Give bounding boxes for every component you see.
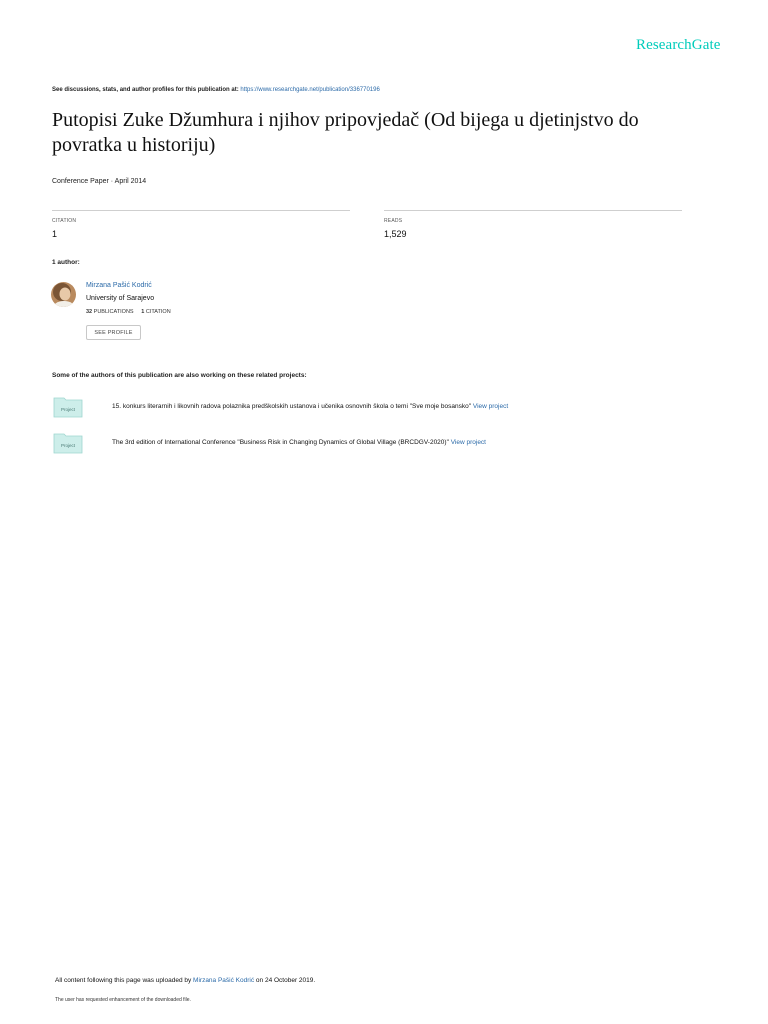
upload-info: [55, 977, 315, 984]
see-discussions-text: See discussions, stats, and author profiles for this publication at:: [52, 87, 239, 93]
view-project-link[interactable]: View project: [450, 439, 486, 446]
reads-label: READS: [384, 218, 403, 224]
upload-prefix: All content following this page was uploaded by: [55, 977, 192, 984]
author-stats: [86, 309, 171, 315]
see-profile-button[interactable]: SEE PROFILE: [86, 325, 141, 340]
author-publications-label: PUBLICATIONS: [93, 309, 134, 315]
project-title: 15. konkurs literarnih i likovnih radova polaznika predškolskih ustanova i učenika osnovnih škola o temi "Sve moje bosansko": [112, 403, 472, 410]
project-title: The 3rd edition of International Conference "Business Risk in Changing Dynamics of Global Village (BRCDGV-2020)": [112, 439, 449, 446]
author-publications-count: 32: [86, 309, 93, 315]
project-icon-label: Project: [60, 443, 76, 448]
upload-suffix: on 24 October 2019.: [255, 977, 316, 984]
publication-title: Putopisi Zuke Džumhura i njihov pripovjedač (Od bijega u djetinjstvo do povratka u historiju): [52, 109, 639, 156]
project-folder-icon[interactable]: [53, 432, 83, 454]
project-item: [112, 439, 486, 446]
author-name-link[interactable]: Mirzana Pašić Kodrić: [86, 282, 152, 289]
project-icon-label: Project: [60, 407, 76, 412]
project-item: [112, 403, 508, 410]
citation-value: 1: [52, 229, 58, 239]
view-project-link[interactable]: View project: [472, 403, 509, 410]
author-citations-count: 1: [141, 309, 145, 315]
project-folder-icon[interactable]: [53, 396, 83, 418]
related-projects-heading: Some of the authors of this publication are also working on these related projects:: [52, 372, 307, 379]
uploader-link[interactable]: Mirzana Pašić Kodrić: [193, 977, 255, 984]
citation-divider: [52, 210, 350, 211]
reads-divider: [384, 210, 682, 211]
author-institution: University of Sarajevo: [86, 295, 155, 302]
citation-label: CITATION: [52, 218, 77, 224]
author-avatar[interactable]: [51, 282, 76, 307]
publication-link-line: [52, 87, 380, 93]
researchgate-logo[interactable]: ResearchGate: [636, 37, 721, 53]
avatar-photo-icon: [51, 282, 76, 307]
publication-url-link[interactable]: https://www.researchgate.net/publication/336770196: [240, 87, 380, 93]
enhancement-note: The user has requested enhancement of the downloaded file.: [55, 997, 191, 1003]
author-citations-label: CITATION: [145, 309, 171, 315]
reads-value: 1,529: [384, 229, 407, 239]
publication-meta: Conference Paper · April 2014: [52, 178, 147, 185]
authors-heading: 1 author:: [52, 259, 80, 266]
